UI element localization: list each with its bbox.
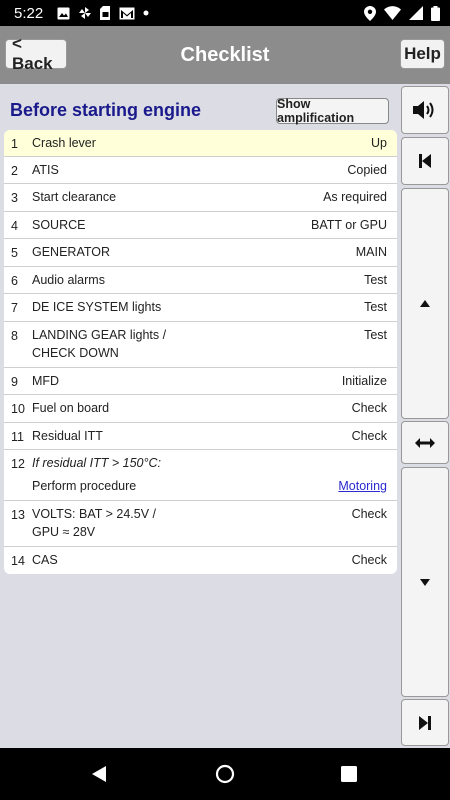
scroll-down-button[interactable] [401,467,449,697]
item-number: 10 [11,402,25,416]
item-number: 13 [11,508,25,522]
item-label: Audio alarms [32,273,105,287]
scroll-up-button[interactable] [401,188,449,419]
status-bar [0,0,450,26]
item-value: Test [364,328,387,342]
item-number: 1 [11,137,18,151]
checklist-row[interactable] [4,294,397,322]
show-amplification-button[interactable]: Show amplification [276,98,389,124]
checklist-row[interactable] [4,423,397,450]
app-header [0,26,450,84]
checklist-row[interactable] [4,239,397,267]
item-number: 5 [11,246,18,260]
item-value: Check [351,429,387,443]
gmail-icon [119,7,135,20]
item-label-line2: CHECK DOWN [32,346,119,360]
status-time: 5:22 [14,4,44,22]
wifi-icon [384,6,401,20]
checklist-row[interactable] [4,212,397,239]
item-value: MAIN [355,245,387,259]
item-label: SOURCE [32,218,86,232]
checklist-row[interactable] [4,322,397,368]
checklist-row[interactable] [4,267,397,294]
item-value: Copied [347,163,387,177]
item-label: CAS [32,553,58,567]
checklist-list [4,130,397,574]
dot-icon [143,10,149,16]
item-label: GENERATOR [32,245,111,259]
item-label: MFD [32,374,60,388]
item-number: 7 [11,301,18,315]
signal-icon [409,6,423,20]
item-value: BATT or GPU [311,218,387,232]
item-value: Check [351,553,387,567]
last-item-button[interactable] [401,699,449,746]
skip-to-end-icon [418,715,432,731]
item-label: Perform procedure [32,479,137,493]
item-value: Initialize [341,374,387,388]
checklist-row[interactable] [4,184,397,212]
item-label: Fuel on board [32,401,110,415]
item-value: Up [371,136,387,150]
item-label: ATIS [32,163,59,177]
checklist-panel [0,84,400,748]
item-label: DE ICE SYSTEM lights [32,300,162,314]
location-icon [364,6,376,21]
checklist-row[interactable] [4,130,397,157]
page-title: Checklist [180,43,270,66]
item-label-line1: VOLTS: BAT > 24.5V / [32,507,157,521]
item-value: Test [364,273,387,287]
item-label [32,505,156,541]
checklist-row[interactable] [4,157,397,184]
section-title: Before starting engine [10,100,202,120]
item-label [32,326,166,362]
item-number: 4 [11,219,18,233]
back-button[interactable]: < Back [5,39,67,69]
expand-width-button[interactable] [401,421,449,464]
item-number: 12 [11,457,25,471]
item-label-line1: LANDING GEAR lights / [32,328,167,342]
first-item-button[interactable] [401,137,449,185]
item-label: Residual ITT [32,429,103,443]
item-value: Check [351,507,387,521]
item-number: 14 [11,554,25,568]
item-number: 9 [11,375,18,389]
item-value: Check [351,401,387,415]
pinwheel-icon [78,6,92,20]
item-number: 2 [11,164,18,178]
item-number: 6 [11,274,18,288]
checklist-row[interactable] [4,395,397,423]
checklist-row[interactable] [4,501,397,547]
sim-card-icon [100,6,111,20]
item-label-line2: GPU ≈ 28V [32,525,96,539]
item-condition: If residual ITT > 150°C: [32,456,162,470]
back-icon[interactable] [90,765,108,783]
motoring-link[interactable]: Motoring [338,479,387,493]
expand-horizontal-icon [415,438,435,448]
control-sidebar [400,84,450,748]
checklist-row[interactable] [4,547,397,574]
help-button[interactable]: Help [400,39,445,69]
item-label: Start clearance [32,190,117,204]
item-number: 8 [11,329,18,343]
home-icon[interactable] [215,764,235,784]
system-nav-bar [0,748,450,800]
item-number: 11 [11,430,24,444]
item-value: As required [323,190,387,204]
battery-icon [431,6,440,21]
item-value: Test [364,300,387,314]
checklist-row[interactable] [4,450,397,501]
scroll-up-icon [420,300,430,307]
scroll-down-icon [420,579,430,586]
speaker-icon [412,99,438,121]
speak-button[interactable] [401,86,449,134]
image-icon [57,7,70,20]
item-label: Crash lever [32,136,96,150]
item-number: 3 [11,191,18,205]
recents-icon[interactable] [341,766,357,782]
checklist-row[interactable] [4,368,397,395]
skip-to-start-icon [418,153,432,169]
